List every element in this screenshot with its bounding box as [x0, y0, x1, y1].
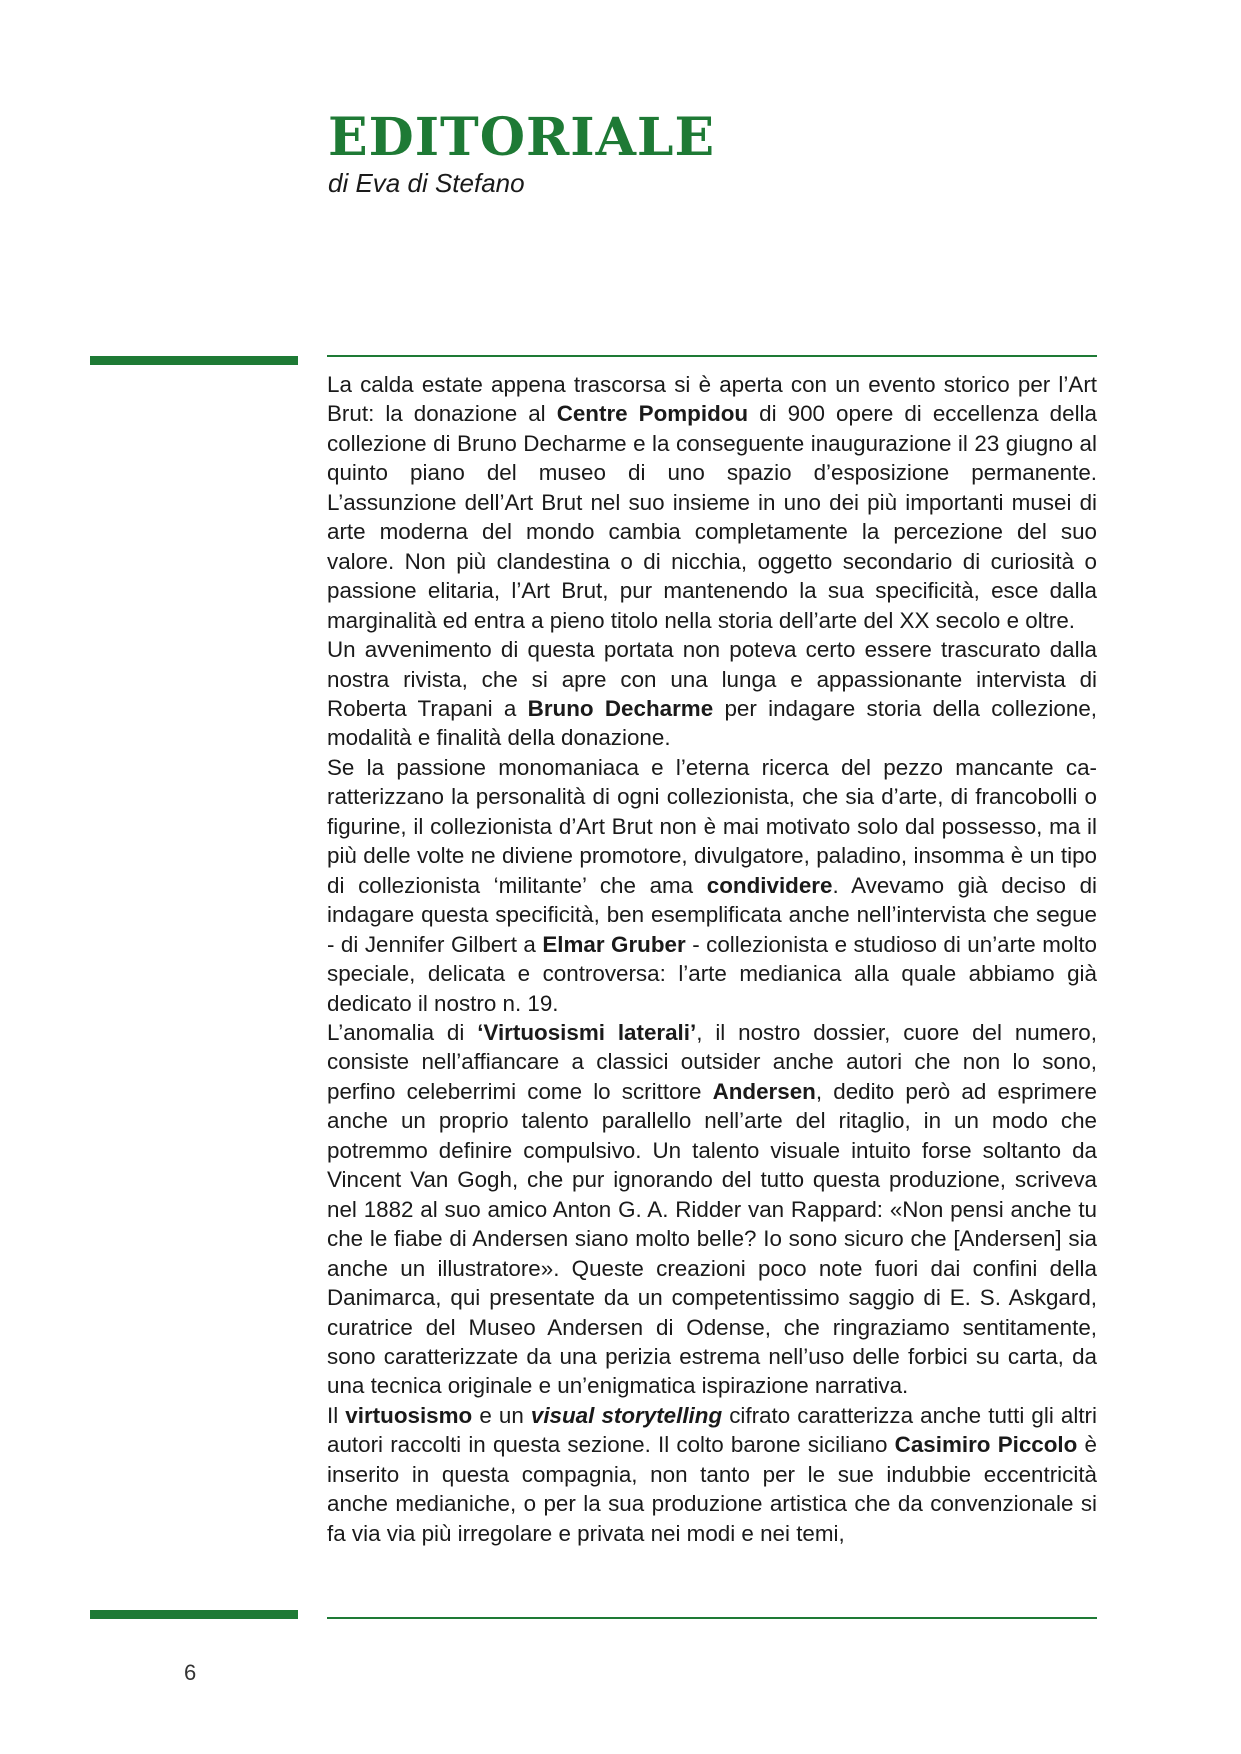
paragraph	[327, 1401, 1097, 1548]
emphasis: Andersen	[712, 1078, 816, 1104]
author-byline: di Eva di Stefano	[328, 168, 525, 198]
text-run: e un	[472, 1402, 531, 1428]
text-run: è inserito in questa compagnia, non tanto per le sue indubbie eccentricità anche medianiche, o per la sua produzione artistica che da convenzionale si fa via via più irregolare e privata nei modi e nei temi,	[327, 1432, 1097, 1546]
rule-bottom	[327, 1617, 1097, 1619]
article-title: EDITORIALE	[328, 107, 716, 168]
text-run: di 900 opere di eccellenza della collezione di Bruno Decharme e la conseguente inaugurazione il 23 giugno al quinto piano del museo di uno spazio d’esposizione permanente. L’assunzione dell’Art Brut nel suo insieme in uno dei più importanti musei di arte moderna del mondo cambia completamente la percezione del suo valore. Non più clandestina o di nicchia, oggetto secondario di curiosità o passione elitaria, l’Art Brut, pur mantenendo la sua specificità, esce dalla marginalità ed entra a pieno titolo nella storia dell’arte del XX secolo e oltre.	[327, 401, 1097, 633]
page-number: 6	[184, 1660, 197, 1685]
emphasis: ‘Virtuosismi laterali’	[477, 1019, 697, 1045]
text-run: per indagare storia della collezione, modalità e finalità della donazione.	[327, 695, 1097, 751]
rule-top	[327, 355, 1097, 357]
paragraph	[327, 1018, 1097, 1401]
paragraph	[327, 635, 1097, 753]
text-run: Il	[327, 1402, 346, 1428]
text-run: La calda estate appena trascorsa si è aperta con un evento storico per l’Art Brut: la donazione al	[327, 372, 1097, 427]
paragraph	[327, 753, 1097, 1018]
emphasis: visual storytelling	[530, 1402, 723, 1428]
text-run: Un avvenimento di questa portata non poteva certo essere trascurato dalla nostra rivista, che si apre con una lunga e appassionante intervista di Roberta Trapani a	[327, 637, 1097, 721]
emphasis: virtuosismo	[345, 1402, 473, 1428]
decorative-bar-top	[90, 356, 298, 365]
decorative-bar-bottom	[90, 1610, 298, 1619]
text-run: - collezionista e studioso di un’arte molto speciale, delicata e controversa: l’arte medianica alla quale abbiamo già dedicato il nostro n. 19.	[327, 931, 1097, 1016]
emphasis: Bruno Decharme	[527, 695, 714, 721]
text-run: , il nostro dossier, cuore del numero, consiste nell’affiancare a classici outsider anche autori che non lo sono, perfino celeberrimi come lo scrittore	[327, 1019, 1097, 1104]
text-run: Se la passione monomaniaca e l’eterna ricerca del pezzo mancante caratterizzano la personalità di ogni collezionista, che sia d’arte, di francobolli o figurine, il collezionista d’Art Brut non è mai motivato solo dal possesso, ma il più delle volte ne diviene promotore, divulgatore, paladino, insomma è un tipo di collezionista ‘militante’ che ama	[327, 754, 1097, 898]
article-body	[327, 370, 1097, 1548]
text-run: , dedito però ad esprimere anche un proprio talento parallello nell’arte del ritaglio, in un modo che potremmo definire compulsivo. Un talento visuale intuito forse soltanto da Vincent Van Gogh, che pur ignorando del tutto questa produzione, scriveva nel 1882 al suo amico Anton G. A. Ridder van Rappard: «Non pensi anche tu che le fiabe di Andersen siano molto belle? Io sono sicuro che [Andersen] sia anche un illustratore». Queste creazioni poco note fuori dai confini della Danimarca, qui presentate da un competentissimo saggio di E. S. Askgard, curatrice del Museo Andersen di Odense, che ringraziamo sentitamente, sono caratterizzate da una perizia estrema nell’uso delle forbici su carta, da una tecnica originale e un’enigmatica ispirazione narrativa.	[327, 1078, 1097, 1399]
text-run: . Avevamo già deciso di indagare questa specificità, ben esemplificata anche nell’intervista che segue - di Jennifer Gilbert a	[327, 872, 1097, 957]
emphasis: Elmar Gruber	[542, 931, 686, 957]
text-run: L’anomalia di	[327, 1019, 478, 1045]
emphasis: Casimiro Piccolo	[894, 1432, 1078, 1458]
emphasis: condividere	[706, 872, 833, 898]
emphasis: Centre Pompidou	[556, 401, 749, 427]
text-run: cifrato caratterizza anche tutti gli altri autori raccolti in questa sezione. Il colto barone siciliano	[327, 1402, 1097, 1458]
paragraph	[327, 370, 1097, 635]
